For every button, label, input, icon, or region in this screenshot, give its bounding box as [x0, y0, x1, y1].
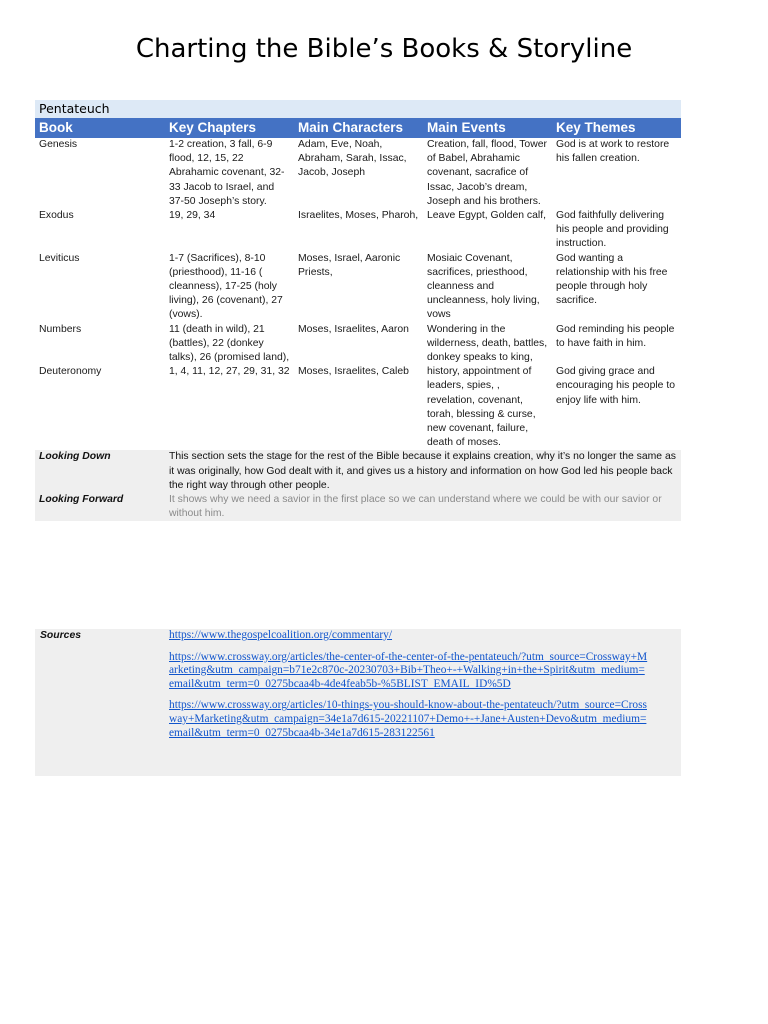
header-main-characters: Main Characters: [294, 118, 423, 138]
sources-section: [35, 629, 681, 776]
key-themes-cell: God wanting a relationship with his free people through holy sacrifice.: [556, 252, 668, 307]
main-events-cell: Creation, fall, flood, Tower of Babel, Abrahamic covenant, sacrafice of Issac, Jacob’s dream, Joseph and his brothers.: [427, 139, 547, 207]
table-row: [35, 365, 681, 450]
main-events-cell: Wondering in the wilderness, death, battles, donkey speaks to king,: [427, 323, 548, 364]
main-characters-cell: Adam, Eve, Noah, Abraham, Sarah, Issac, Jacob, Joseph: [298, 139, 407, 179]
main-characters-cell: Moses, Israelites, Aaron: [298, 323, 409, 335]
key-chapters-cell: 1-2 creation, 3 fall, 6-9 flood, 12, 15, 22 Abrahamic covenant, 32-33 Jacob to Israel, and 37-50 Joseph’s story.: [169, 139, 285, 207]
sources-list: [169, 629, 649, 748]
main-events-cell: Leave Egypt, Golden calf,: [427, 210, 546, 222]
main-events-cell: history, appointment of leaders, spies, , revelation, covenant, torah, blessing & curse, new covenant, failure, death of moses.: [427, 366, 536, 449]
section-title: Pentateuch: [35, 100, 681, 118]
book-name: Numbers: [39, 323, 82, 335]
looking-forward-label: Looking Forward: [35, 493, 165, 521]
book-name: Leviticus: [39, 252, 80, 264]
header-book: Book: [35, 118, 165, 138]
table-row: [35, 138, 681, 209]
main-characters-cell: Israelites, Moses, Pharoh,: [298, 210, 419, 222]
main-characters-cell: Moses, Israel, Aaronic Priests,: [298, 252, 401, 278]
pentateuch-table: [35, 100, 681, 521]
table-row: [35, 252, 681, 323]
section-row: [35, 100, 681, 118]
main-characters-cell: Moses, Israelites, Caleb: [298, 366, 409, 378]
page-title: Charting the Bible’s Books & Storyline: [135, 34, 633, 64]
header-row: [35, 118, 681, 138]
book-name: Exodus: [39, 210, 74, 222]
table-row: [35, 323, 681, 366]
main-events-cell: Mosiaic Covenant, sacrifices, priesthood, cleanness and uncleanness, holy living, vows: [427, 252, 540, 321]
looking-down-row: [35, 450, 681, 493]
key-themes-cell: God reminding his people to have faith in him.: [556, 323, 675, 349]
source-link[interactable]: https://www.crossway.org/articles/10-things-you-should-know-about-the-pentateuch/?utm_source=Crossway+Marketing&utm_campaign=34e1a7d615-20221107+Demo+-+Jane+Austen+Devo&utm_medium=email&utm_term=0_0275bcaa4b-34e1a7d615-283122561: [169, 699, 647, 739]
looking-down-text: This section sets the stage for the rest of the Bible because it explains creation, why it’s no longer the same as it was originally, how God dealt with it, and gives us a history and information on how God led his people back the right way through other people.: [165, 450, 681, 493]
header-key-themes: Key Themes: [552, 118, 681, 138]
header-main-events: Main Events: [423, 118, 552, 138]
looking-forward-text: It shows why we need a savior in the first place so we can understand where we could be with our savior or without him.: [165, 493, 681, 521]
key-chapters-cell: 11 (death in wild), 21 (battles), 22 (donkey talks), 26 (promised land),: [169, 323, 290, 364]
table-row: [35, 209, 681, 252]
source-link[interactable]: https://www.crossway.org/articles/the-center-of-the-center-of-the-pentateuch/?utm_source=Crossway+Marketing&utm_campaign=b71e2c870c-20230703+Bib+Theo+-+Walking+in+the+Spirit&utm_medium=email&utm_term=0_0275bcaa4b-4de4feab5b-%5BLIST_EMAIL_ID%5D: [169, 650, 648, 690]
key-chapters-cell: 19, 29, 34: [169, 210, 216, 222]
looking-forward-row: [35, 493, 681, 521]
book-name: Genesis: [39, 139, 78, 150]
looking-down-label: Looking Down: [35, 450, 165, 493]
key-themes-cell: God giving grace and encouraging his people to enjoy life with him.: [556, 366, 676, 406]
sources-label: Sources: [40, 630, 82, 641]
key-chapters-cell: 1-7 (Sacrifices), 8-10 (priesthood), 11-16 ( cleanness), 17-25 (holy living), 26 (covenant), 27 (vows).: [169, 252, 283, 321]
header-key-chapters: Key Chapters: [165, 118, 294, 138]
key-themes-cell: God is at work to restore his fallen creation.: [556, 139, 670, 165]
book-name: Deuteronomy: [39, 366, 102, 378]
key-chapters-cell: 1, 4, 11, 12, 27, 29, 31, 32: [169, 366, 290, 378]
source-link[interactable]: https://www.thegospelcoalition.org/commentary/: [169, 629, 393, 641]
key-themes-cell: God faithfully delivering his people and providing instruction.: [556, 210, 669, 250]
